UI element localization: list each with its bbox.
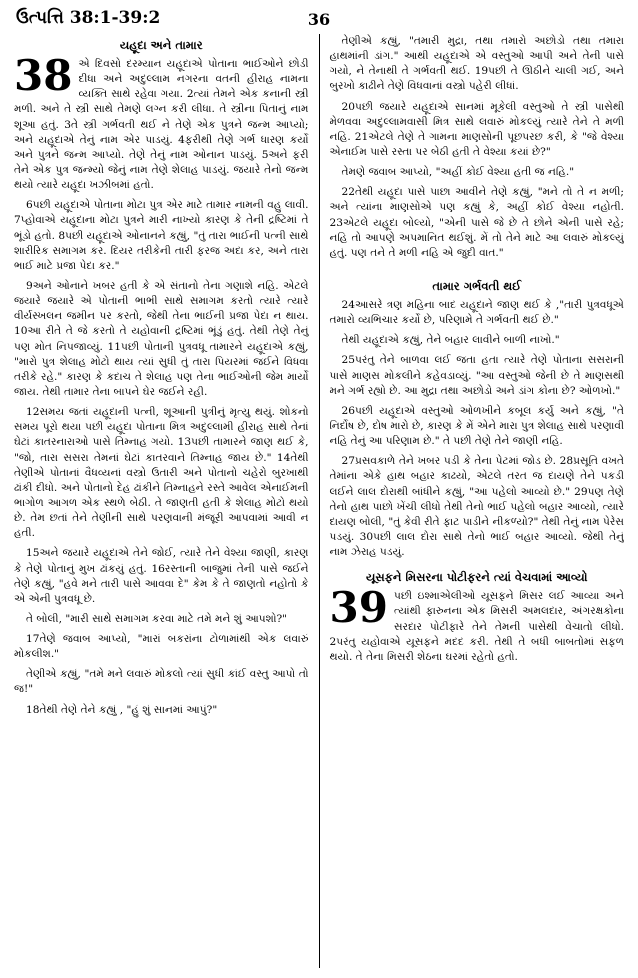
paragraph: તેથી યહૂદાએ કહ્યું, તેને બહાર લાવીને બાળી નાખો." — [341, 334, 560, 347]
paragraph: 24આસરે ત્રણ મહિના બાદ યહૂદાને જાણ થઈ કે ,"તારી પુત્રવધૂએ તમારો વ્યભિચાર કર્યો છે, પરિણામે તે ગર્ભવતી થઈ છે." — [329, 298, 624, 327]
running-head — [14, 6, 624, 32]
paragraph: તે બોલી, "મારી સાથે સમાગમ કરવા માટે તમે મને શું આપશો?" — [26, 612, 288, 625]
paragraph-text: પછી ઇશ્માએલીઓ યૂસફને મિસર લઈ આવ્યા અને ત્યાંથી ફારુનના એક મિસરી અમલદાર, અંગરક્ષકોના સરદાર પોટીફારે તેને તેમની પાસેથી વેચાતો લીધો. 2પરંતુ યહોવાએ યૂસફને મદદ કરી. તેથી તે બધી બાબતોમાં સફળ થયો. તે તેના મિસરી શેઠના ઘરમાં રહેતો હતો. — [329, 590, 624, 663]
right-column — [320, 34, 625, 968]
chapter-number: 38 — [14, 51, 73, 100]
paragraph: 9અને ઓનાને ખબર હતી કે એ સંતાનો તેના ગણાશે નહિ. એટલે જયારે જયારે એ પોતાની ભાભી સાથે સમાગમ કરતો ત્યારે ત્યારે વીર્યસ્ખલન જમીન પર કરતો, જેથી તેના ભાઈની પ્રજા પેદા ન થાય. 10આ રીતે તે જે કરતો તે યહોવાની દ્રષ્ટિમાં ભૂંડું હતું. તેથી તેણે તેનું પણ મોત નિપજાવ્યું. 11પછી પોતાની પુત્રવધૂ તામારને યહૂદાએ કહ્યું, "મારો પુત્ર શેલાહ મોટો થાય ત્યાં સુધી તું તારા પિયરમાં જઈને વિધવા તરીકે રહે." કારણ કે કદાચ તે શેલાહ પણ તેના ભાઈઓની જેમ માર્યો જાય. તેથી તામાર તેના બાપને ઘેર જઈને રહી. — [14, 279, 309, 398]
paragraph: 20પછી જયારે યહૂદાએ સાનમાં મૂકેલી વસ્તુઓ તે સ્ત્રી પાસેથી મેળવવા અદુલ્લામવાસી મિત્ર સાથે લવારું મોકલ્યું ત્યારે તેને તે મળી નહિ. 21એટલે તેણે તે ગામના માણસોની પૂછપરછ કરી, કે "જે વેશ્યા એનાઈમ પાસે રસ્તા પર બેઠી હતી તે વેશ્યા કયાં છે?" — [329, 100, 624, 158]
paragraph: 12સમય જતાં યહૂદાની પત્ની, શૂઆની પુત્રીનું મૃત્યુ થયું. શોકનો સમય પૂરો થયા પછી યહૂદા પોતાના મિત્ર અદુલ્લામી હીરાહ સાથે તેનાં ઘેટાં કાતરનારાઓ પાસે તિમ્નાહ ગયો. 13પછી તામારને જાણ થઈ કે, "જો, તારા સસરા તેમનાં ઘેટાં કાતરવાને તિમ્નાહ જાય છે." 14તેથી તેણીએ પોતાનાં વૈધવ્યનાં વસ્ત્રો ઉતારી અને પોતાનો ચહેરો બુરખાથી ઢાંકી દીધો. અને પોતાનો દેહ ઢાંકીને તિમ્નાહને રસ્તે આવેલ એનાઈમની ભાગોળ આગળ એક સ્થળે બેઠી. તે જાણતી હતી કે શેલાહ મોટો થયો છે. તેમ છતાં તેને તેણીની સાથે પરણવાની મંજૂરી આપવામાં આવી ન હતી. — [14, 406, 309, 540]
section-heading-joseph-sold: યૂસફને મિસરના પોટીફરને ત્યાં વેચવામાં આવ્યો — [365, 570, 588, 585]
paragraph: 15અને જયારે યહૂદાએ તેને જોઈ, ત્યારે તેને વેશ્યા જાણી, કારણ કે તેણે પોતાનું મુખ ઢાંકયું હતું. 16રસ્તાની બાજુમાં તેની પાસે જઈને તેણે કહ્યું, "હવે મને તારી પાસે આવવા દે" કેમ કે તે જાણતો નહોતો કે એ એની પુત્રવધૂ છે. — [14, 547, 309, 605]
paragraph: તેમણે જવાબ આપ્યો, "અહીં કોઈ વેશ્યા હતી જ નહિ." — [341, 166, 575, 179]
paragraph-text: એ દિવસો દરમ્યાન યહૂદાએ પોતાના ભાઈઓને છોડી દીધા અને અદુલ્લામ નગરના વતની હીરાહ નામના વ્યક્તિ સાથે રહેવા ગયા. 2ત્યાં તેમને એક કનાની સ્ત્રી મળી. અને તે સ્ત્રી સાથે તેમણે લગ્ન કરી લીધા. તે સ્ત્રીના પિતાનું નામ શૂઆ હતું. 3તે સ્ત્રી ગર્ભવતી થઈ ને તેણે એક પુત્રને જન્મ આપ્યો; અને યહૂદાએ તેનું નામ એર પાડયું. 4ફરીથી તેણે ગર્ભ ધારણ કર્યો અને પુત્રને જન્મ આપ્યો. તેણે તેનું નામ ઓનાન પાડયું. 5અને ફરી તેને એક પુત્ર જન્મ્યો જેનું નામ તેણે શેલાહ પાડયું. જયારે તેનો જન્મ થયો ત્યારે યહૂદા ખઝીબમાં હતો. — [14, 58, 309, 192]
paragraph: 25પરંતુ તેને બાળવા લઈ જતા હતા ત્યારે તેણે પોતાના સસરાની પાસે માણસ મોકલીને કહેવડાવ્યું. "આ વસ્તુઓ જેની છે તે માણસથી મને ગર્ભ રહ્યો છે. આ મુદ્રા તથા અછોડો અને ડાંગ કોના છે? ઓળખો." — [329, 354, 624, 397]
paragraph: 22તેથી યહૂદા પાસે પાછા આવીને તેણે કહ્યું, "મને તો તે ન મળી; અને ત્યાંના માણસોએ પણ કહ્યું કે, અહીં કોઈ વેશ્યા નહોતી. 23એટલે યહૂદા બોલ્યો, "એની પાસે જે છે તે છોને એની પાસે રહે; નહિ તો આપણે અપમાનિત થઈશું. મેં તો તેને માટે આ લવારું મોકલ્યું હતું. પણ તને તે મળી નહિ એ જુદી વાત." — [329, 186, 624, 259]
paragraph: 17તેણે જવાબ આપ્યો, "મારાં બકરાંના ટોળામાંથી એક લવારું મોકલીશ." — [14, 633, 309, 661]
left-column — [14, 34, 319, 968]
book-reference: ઉત્પત્તિ 38:1-39:2 — [16, 8, 161, 28]
text-columns — [14, 34, 624, 968]
section-heading-judah-tamar: યહૂદા અને તામાર — [119, 38, 203, 52]
paragraph: તેણીએ કહ્યું, "તમે મને લવારું મોકલો ત્યાં સુધી કાંઈ વસ્તુ આપો તો જ!" — [14, 668, 309, 696]
paragraph: 6પછી યહૂદાએ પોતાના મોટા પુત્ર એર માટે તામાર નામની વહુ લાવી. 7પ્હોવાએ યહૂદાના મોટા પુત્રને મારી નાખ્યો કારણ કે તેની દ્રષ્ટિમાં તે ભૂંડો હતો. 8પછી યહૂદાએ ઓનાનને કહ્યું, "તું તારા ભાઈની પત્ની સાથે શારીરિક સમાગમ કર. દિયર તરીકેની તારી ફરજ અદા કર, અને તારા ભાઈ માટે પ્રજા પેદા કર." — [14, 199, 309, 272]
paragraph: તેણીએ કહ્યું, "તમારી મુદ્રા, તથા તમારો અછોડો તથા તમારા હાથમાંની ડાંગ." આથી યહૂદાએ એ વસ્તુઓ આપી અને તેની પાસે ગયો, ને તેનાથી તે ગર્ભવતી થઈ. 19પછી તે ઊઠીને ચાલી ગઈ, અને બુરખો કાઢીને તેણે વિધવાનાં વસ્ત્રો પહેરી લીધાં. — [329, 35, 624, 93]
paragraph: 18તેથી તેણે તેને કહ્યું , "હું શું સાનમાં આપું?" — [26, 703, 218, 716]
paragraph: 27પ્રસવકાળે તેને ખબર પડી કે તેના પેટમાં જોડ છે. 28પ્રસૂતિ વખતે તેમાંના એકે હાથ બહાર કાઢયો, એટલે તરત જ દાયણે તેને પકડી લઈને લાલ દોરાથી બાંધીને કહ્યું, "આ પહેલો આવ્યો છે." 29પણ તેણે તેનો હાથ પાછો ખેંચી લીધો તેથી તેનો ભાઈ પહેલો બહાર આવ્યો, ત્યારે દાયણ બોલી, "તું કેવી રીતે ફાટ પાડીને નીકળ્યો?" તેથી તેનું નામ પેરેસ પડયું. 30પછી લાલ દોરા સાથે તેનો ભાઈ બહાર આવ્યો. જેથી તેનું નામ ઝેરાહ પડયું. — [329, 455, 624, 559]
paragraph: 26પછી યહૂદાએ વસ્તુઓ ઓળખીને કબૂલ કર્યુ અને કહ્યું, "તે નિર્દોષ છે, દોષ મારો છે, કારણ કે મેં એને મારા પુત્ર શેલાહ સાથે પરણાવી નહિ તેનું આ પરિણામ છે." તે પછી તેણે તેને જાણી નહિ. — [329, 404, 624, 448]
paragraph — [14, 51, 309, 193]
chapter-number: 39 — [329, 583, 388, 633]
page-number: 36 — [307, 10, 331, 29]
section-heading-tamar-pregnant: તામાર ગર્ભવતી થઈ — [432, 278, 522, 293]
paragraph — [329, 583, 625, 665]
